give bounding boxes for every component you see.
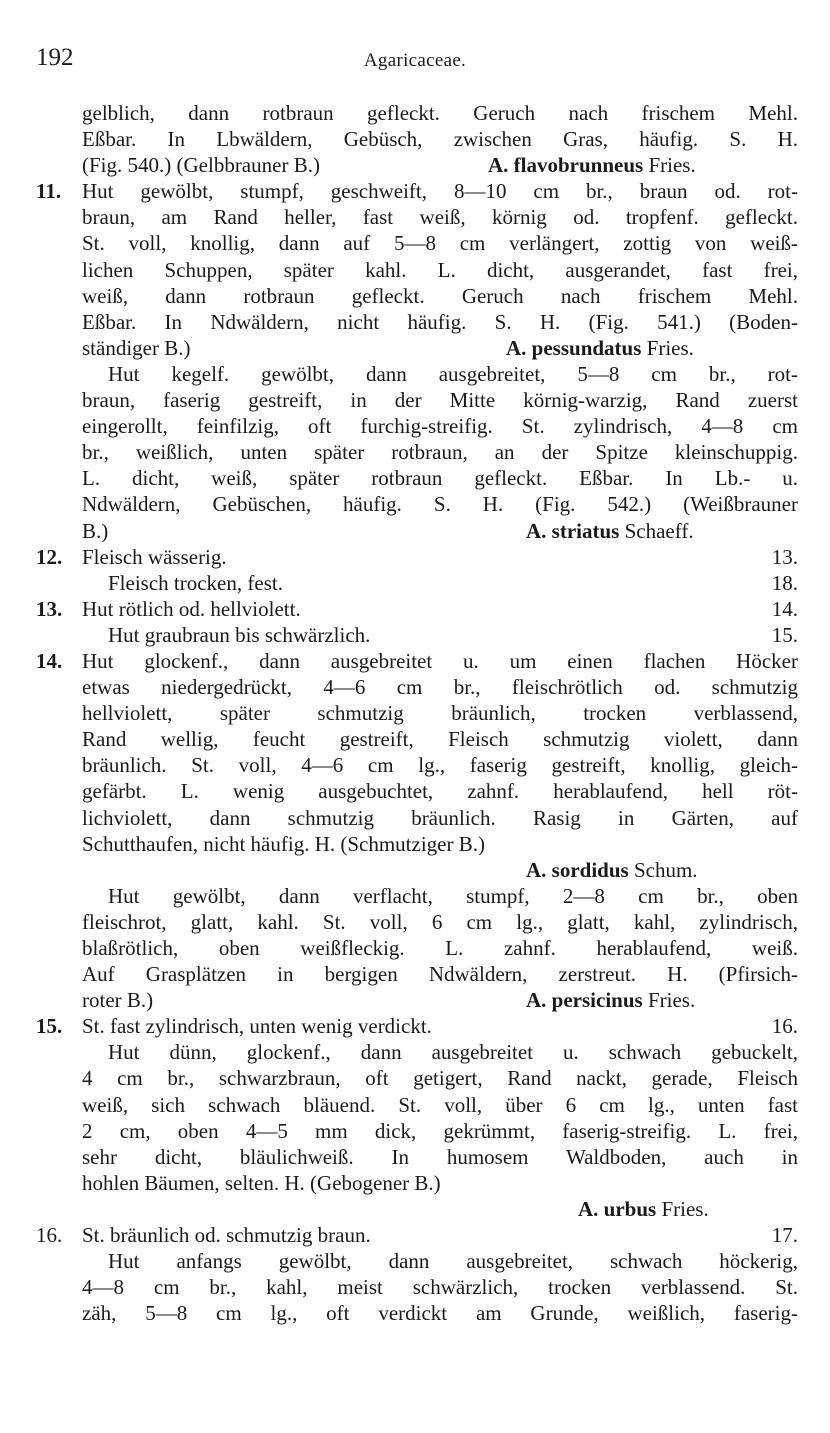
text-line	[36, 126, 798, 152]
text-line	[36, 1092, 798, 1118]
text-line	[36, 1300, 798, 1326]
text-line	[36, 752, 798, 778]
couplet-number: 12.	[36, 544, 63, 569]
species-name: A. sordidus Schum.	[526, 857, 698, 882]
text-line	[36, 361, 798, 387]
couplet-reference: 16.	[771, 1014, 798, 1039]
line-text: hellviolett, später schmutzig bräunlich, trocken verblassend,	[82, 701, 798, 726]
text-line	[36, 987, 798, 1013]
line-text: roter B.)	[82, 988, 154, 1013]
line-text: Schutthaufen, nicht häufig. H. (Schmutziger B.)	[82, 831, 485, 856]
species-name: A. striatus Schaeff.	[526, 518, 694, 543]
text-line	[36, 778, 798, 804]
line-text: Hut anfangs gewölbt, dann ausgebreitet, schwach höckerig,	[108, 1249, 798, 1274]
text-line	[36, 700, 798, 726]
line-text: br., weißlich, unten später rotbraun, an der Spitze kleinschuppig.	[82, 440, 798, 465]
line-text: etwas niedergedrückt, 4—6 cm br., fleischrötlich od. schmutzig	[82, 675, 798, 700]
line-text: L. dicht, weiß, später rotbraun gefleckt. Eßbar. In Lb.- u.	[82, 466, 798, 491]
species-name: A. pessundatus Fries.	[506, 335, 694, 360]
line-text: Eßbar. In Lbwäldern, Gebüsch, zwischen Gras, häufig. S. H.	[82, 127, 798, 152]
text-line	[36, 439, 798, 465]
line-text: weiß, dann rotbraun gefleckt. Geruch nach frischem Mehl.	[82, 283, 798, 308]
text-line	[36, 100, 798, 126]
text-line	[36, 622, 798, 648]
text-line	[36, 961, 798, 987]
species-name: A. flavobrunneus Fries.	[488, 153, 696, 178]
text-line	[36, 518, 798, 544]
text-line	[36, 883, 798, 909]
text-line	[36, 857, 798, 883]
text-line	[36, 1013, 798, 1039]
text-line	[36, 465, 798, 491]
text-line	[36, 805, 798, 831]
line-text: Hut gewölbt, dann verflacht, stumpf, 2—8 cm br., oben	[108, 883, 798, 908]
key-text	[36, 100, 798, 1326]
couplet-number: 11.	[36, 179, 62, 204]
text-line	[36, 596, 798, 622]
line-text: sehr dicht, bläulichweiß. In humosem Waldboden, auch in	[82, 1144, 798, 1169]
line-text: lichen Schuppen, später kahl. L. dicht, ausgerandet, fast frei,	[82, 257, 798, 282]
text-line	[36, 387, 798, 413]
text-line	[36, 152, 798, 178]
line-text: 2 cm, oben 4—5 mm dick, gekrümmt, faserig-streifig. L. frei,	[82, 1118, 798, 1143]
line-text: hohlen Bäumen, selten. H. (Gebogener B.)	[82, 1170, 441, 1195]
text-line	[36, 544, 798, 570]
line-text: lichviolett, dann schmutzig bräunlich. Rasig in Gärten, auf	[82, 805, 798, 830]
line-text: gefärbt. L. wenig ausgebuchtet, zahnf. herablaufend, hell röt-	[82, 779, 798, 804]
text-line	[36, 674, 798, 700]
text-line	[36, 335, 798, 361]
text-line	[36, 309, 798, 335]
line-text: Auf Grasplätzen in bergigen Ndwäldern, zerstreut. H. (Pfirsich-	[82, 962, 798, 987]
line-text: Hut rötlich od. hellviolett.	[82, 596, 301, 621]
line-text: Eßbar. In Ndwäldern, nicht häufig. S. H. (Fig. 541.) (Boden-	[82, 309, 798, 334]
line-text: blaßrötlich, oben weißfleckig. L. zahnf. herablaufend, weiß.	[82, 936, 798, 960]
line-text: Hut gewölbt, stumpf, geschweift, 8—10 cm br., braun od. rot-	[82, 179, 798, 204]
line-text: 4—8 cm br., kahl, meist schwärzlich, trocken verblassend. St.	[82, 1275, 798, 1300]
species-name: A. persicinus Fries.	[526, 988, 696, 1013]
line-text: braun, faserig gestreift, in der Mitte körnig-warzig, Rand zuerst	[82, 388, 798, 413]
line-text: St. fast zylindrisch, unten wenig verdickt.	[82, 1014, 432, 1039]
text-line	[36, 1039, 798, 1065]
line-text: Hut dünn, glockenf., dann ausgebreitet u. schwach gebuckelt,	[108, 1040, 798, 1065]
species-name: A. urbus Fries.	[578, 1196, 709, 1221]
running-title: Agaricaceae.	[363, 50, 467, 71]
page-number: 192	[36, 44, 74, 71]
line-text: Fleisch wässerig.	[82, 544, 227, 569]
text-line	[36, 1144, 798, 1170]
text-line	[36, 1248, 798, 1274]
text-line	[36, 491, 798, 517]
couplet-reference: 14.	[771, 596, 798, 621]
line-text: B.)	[82, 518, 109, 543]
line-text: Hut glockenf., dann ausgebreitet u. um einen flachen Höcker	[82, 648, 798, 673]
text-line	[36, 909, 798, 935]
line-text: (Fig. 540.) (Gelbbrauner B.)	[82, 153, 320, 178]
text-line	[36, 935, 798, 961]
text-line	[36, 1274, 798, 1300]
text-line	[36, 257, 798, 283]
line-text: bräunlich. St. voll, 4—6 cm lg., faserig gestreift, knollig, gleich-	[82, 753, 798, 778]
page-header	[0, 44, 830, 74]
text-line	[36, 570, 798, 596]
couplet-number: 16.	[36, 1223, 63, 1248]
line-text: Rand wellig, feucht gestreift, Fleisch schmutzig violett, dann	[82, 727, 798, 752]
line-text: Hut kegelf. gewölbt, dann ausgebreitet, 5—8 cm br., rot-	[108, 361, 798, 386]
text-line	[36, 648, 798, 674]
line-text: Hut graubraun bis schwärzlich.	[108, 622, 371, 647]
text-line	[36, 1118, 798, 1144]
couplet-reference: 18.	[771, 570, 798, 595]
line-text: fleischrot, glatt, kahl. St. voll, 6 cm lg., glatt, kahl, zylindrisch,	[82, 909, 798, 934]
text-line	[36, 204, 798, 230]
text-line	[36, 283, 798, 309]
text-line	[36, 230, 798, 256]
line-text: Fleisch trocken, fest.	[108, 570, 283, 595]
couplet-reference: 17.	[771, 1223, 798, 1248]
couplet-number: 15.	[36, 1014, 63, 1039]
couplet-number: 14.	[36, 648, 63, 673]
line-text: eingerollt, feinfilzig, oft furchig-streifig. St. zylindrisch, 4—8 cm	[82, 414, 798, 439]
text-line	[36, 413, 798, 439]
text-line	[36, 1170, 798, 1196]
line-text: Ndwäldern, Gebüschen, häufig. S. H. (Fig. 542.) (Weißbrauner	[82, 492, 798, 517]
line-text: St. voll, knollig, dann auf 5—8 cm verlängert, zottig von weiß-	[82, 231, 798, 256]
text-line	[36, 726, 798, 752]
couplet-number: 13.	[36, 596, 63, 621]
text-line	[36, 831, 798, 857]
couplet-reference: 15.	[771, 622, 798, 647]
line-text: St. bräunlich od. schmutzig braun.	[82, 1223, 371, 1248]
text-line	[36, 1222, 798, 1248]
text-line	[36, 1065, 798, 1091]
couplet-reference: 13.	[771, 544, 798, 569]
line-text: braun, am Rand heller, fast weiß, körnig od. tropfenf. gefleckt.	[82, 205, 798, 230]
line-text: zäh, 5—8 cm lg., oft verdickt am Grunde, weißlich, faserig-	[82, 1301, 798, 1326]
line-text: 4 cm br., schwarzbraun, oft getigert, Rand nackt, gerade, Fleisch	[82, 1066, 798, 1091]
text-line	[36, 1196, 798, 1222]
line-text: weiß, sich schwach bläuend. St. voll, über 6 cm lg., unten fast	[82, 1092, 798, 1117]
line-text: ständiger B.)	[82, 335, 191, 360]
text-line	[36, 178, 798, 204]
line-text: gelblich, dann rotbraun gefleckt. Geruch nach frischem Mehl.	[82, 101, 798, 125]
